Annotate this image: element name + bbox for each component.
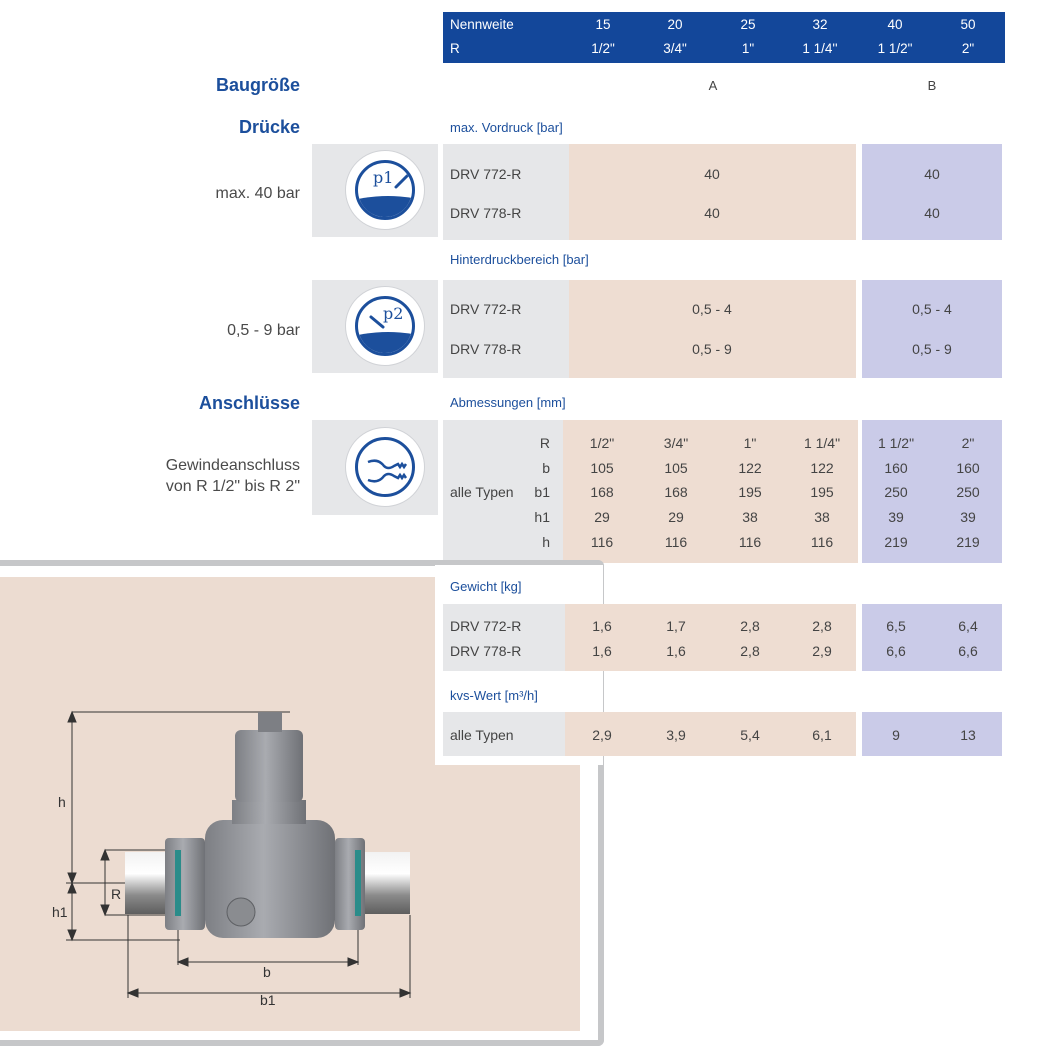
r-label: R — [450, 41, 460, 56]
kvs-4: 6,1 — [812, 727, 832, 743]
abm-h1-5: 39 — [888, 509, 904, 525]
hinterdruck-left-text: 0,5 - 9 bar — [227, 322, 300, 339]
abm-h-4: 116 — [810, 534, 834, 550]
vordruck-left-text: max. 40 bar — [215, 185, 300, 202]
hinterdruck-label: Hinterdruckbereich [bar] — [450, 252, 589, 267]
kvs-type: alle Typen — [450, 727, 514, 743]
kvs-1: 2,9 — [592, 727, 612, 743]
abm-h1-3: 38 — [742, 509, 758, 525]
r-value-25: 1" — [741, 41, 755, 56]
abm-b1-5: 250 — [884, 484, 908, 500]
gewicht-2-2: 1,6 — [666, 643, 686, 659]
gewicht-2-1: 1,6 — [592, 643, 612, 659]
kvs-2: 3,9 — [666, 727, 686, 743]
gewicht-2-6: 6,6 — [958, 643, 978, 659]
nennweite-50: 50 — [960, 17, 976, 32]
hinterdruck-b-2: 0,5 - 9 — [912, 341, 952, 357]
gewicht-1-3: 2,8 — [740, 618, 760, 634]
abm-r-5: 1 1/2" — [877, 435, 915, 451]
abm-key-h: h — [542, 534, 550, 550]
anschluesse-title: Anschlüsse — [198, 393, 300, 413]
baugroesse-title: Baugröße — [215, 75, 300, 95]
gewicht-type-2: DRV 778-R — [450, 643, 522, 659]
abm-r-3: 1" — [743, 435, 757, 451]
nennweite-32: 32 — [812, 17, 828, 32]
p1-gauge-icon: p1 — [355, 160, 415, 220]
abm-h-1: 116 — [590, 534, 614, 550]
gewicht-1-6: 6,4 — [958, 618, 978, 634]
dim-h1-label: h1 — [52, 904, 68, 920]
nennweite-15: 15 — [595, 17, 611, 32]
abm-h-2: 116 — [664, 534, 688, 550]
gewicht-1-2: 1,7 — [666, 618, 686, 634]
hinterdruck-a-2: 0,5 - 9 — [692, 341, 732, 357]
gewicht-1-5: 6,5 — [886, 618, 906, 634]
gewicht-2-3: 2,8 — [740, 643, 760, 659]
dim-b-label: b — [263, 964, 271, 980]
abm-h1-6: 39 — [960, 509, 976, 525]
gewicht-2-4: 2,9 — [812, 643, 832, 659]
abm-b1-1: 168 — [590, 484, 614, 500]
abm-r-4: 1 1/4" — [803, 435, 841, 451]
abm-b1-3: 195 — [738, 484, 762, 500]
kvs-3: 5,4 — [740, 727, 760, 743]
r-value-32: 1 1/4'' — [802, 41, 838, 56]
dim-r-label: R — [111, 886, 122, 902]
abm-key-b: b — [542, 460, 550, 476]
thread-connection-icon-ring — [346, 428, 424, 506]
abm-b-2: 105 — [664, 460, 688, 476]
dim-b1-label: b1 — [260, 992, 276, 1008]
r-value-20: 3/4" — [663, 41, 687, 56]
vordruck-a-1: 40 — [704, 166, 720, 182]
abm-b-4: 122 — [810, 460, 834, 476]
abm-b-5: 160 — [884, 460, 908, 476]
anschluss-left-line2: von R 1/2" bis R 2" — [165, 478, 300, 495]
nennweite-label: Nennweite — [450, 17, 514, 32]
abm-h-3: 116 — [738, 534, 762, 550]
nennweite-20: 20 — [667, 17, 683, 32]
abm-key-h1: h1 — [534, 509, 550, 525]
abm-b-1: 105 — [590, 460, 614, 476]
abm-b1-6: 250 — [956, 484, 980, 500]
abm-r-6: 2" — [961, 435, 975, 451]
vordruck-type-1: DRV 772-R — [450, 166, 522, 182]
thread-connection-icon — [355, 437, 415, 497]
abm-h1-4: 38 — [814, 509, 830, 525]
p2-gauge-icon-ring — [346, 287, 424, 365]
baugroesse-a: A — [708, 78, 718, 93]
kvs-5: 9 — [892, 727, 900, 743]
hinterdruck-type-2: DRV 778-R — [450, 341, 522, 357]
abmessungen-type: alle Typen — [450, 484, 514, 500]
p2-gauge-icon: p2 — [355, 296, 415, 356]
p1-gauge-icon-ring — [346, 151, 424, 229]
abm-b-6: 160 — [956, 460, 980, 476]
abm-b1-4: 195 — [810, 484, 834, 500]
anschluss-left-line1: Gewindeanschluss — [165, 457, 300, 474]
dim-h-label: h — [58, 794, 66, 810]
abm-r-1: 1/2" — [589, 435, 615, 451]
abm-b1-2: 168 — [664, 484, 688, 500]
gewicht-label: Gewicht [kg] — [450, 579, 522, 594]
vordruck-b-1: 40 — [924, 166, 940, 182]
hinterdruck-b-1: 0,5 - 4 — [912, 301, 952, 317]
valve-drawing — [30, 690, 450, 1010]
baugroesse-b: B — [927, 78, 937, 93]
nennweite-25: 25 — [740, 17, 756, 32]
gewicht-1-4: 2,8 — [812, 618, 832, 634]
gewicht-type-1: DRV 772-R — [450, 618, 522, 634]
kvs-6: 13 — [960, 727, 976, 743]
r-value-15: 1/2" — [591, 41, 615, 56]
hinterdruck-a-1: 0,5 - 4 — [692, 301, 732, 317]
vordruck-type-2: DRV 778-R — [450, 205, 522, 221]
size-header-bar — [443, 12, 1005, 63]
vordruck-label: max. Vordruck [bar] — [450, 120, 563, 135]
vordruck-b-2: 40 — [924, 205, 940, 221]
abm-h1-2: 29 — [668, 509, 684, 525]
r-value-50: 2" — [961, 41, 975, 56]
abmessungen-label: Abmessungen [mm] — [450, 395, 566, 410]
abm-r-2: 3/4" — [663, 435, 689, 451]
abm-key-b1: b1 — [534, 484, 550, 500]
hinterdruck-type-1: DRV 772-R — [450, 301, 522, 317]
abm-key-r: R — [539, 435, 550, 451]
vordruck-a-2: 40 — [704, 205, 720, 221]
abm-b-3: 122 — [738, 460, 762, 476]
gewicht-1-1: 1,6 — [592, 618, 612, 634]
kvs-label: kvs-Wert [m³/h] — [450, 688, 538, 703]
abm-h-6: 219 — [956, 534, 980, 550]
nennweite-40: 40 — [887, 17, 903, 32]
abm-h1-1: 29 — [594, 509, 610, 525]
druecke-title: Drücke — [238, 117, 300, 137]
r-value-40: 1 1/2" — [877, 41, 913, 56]
abm-h-5: 219 — [884, 534, 908, 550]
gewicht-2-5: 6,6 — [886, 643, 906, 659]
